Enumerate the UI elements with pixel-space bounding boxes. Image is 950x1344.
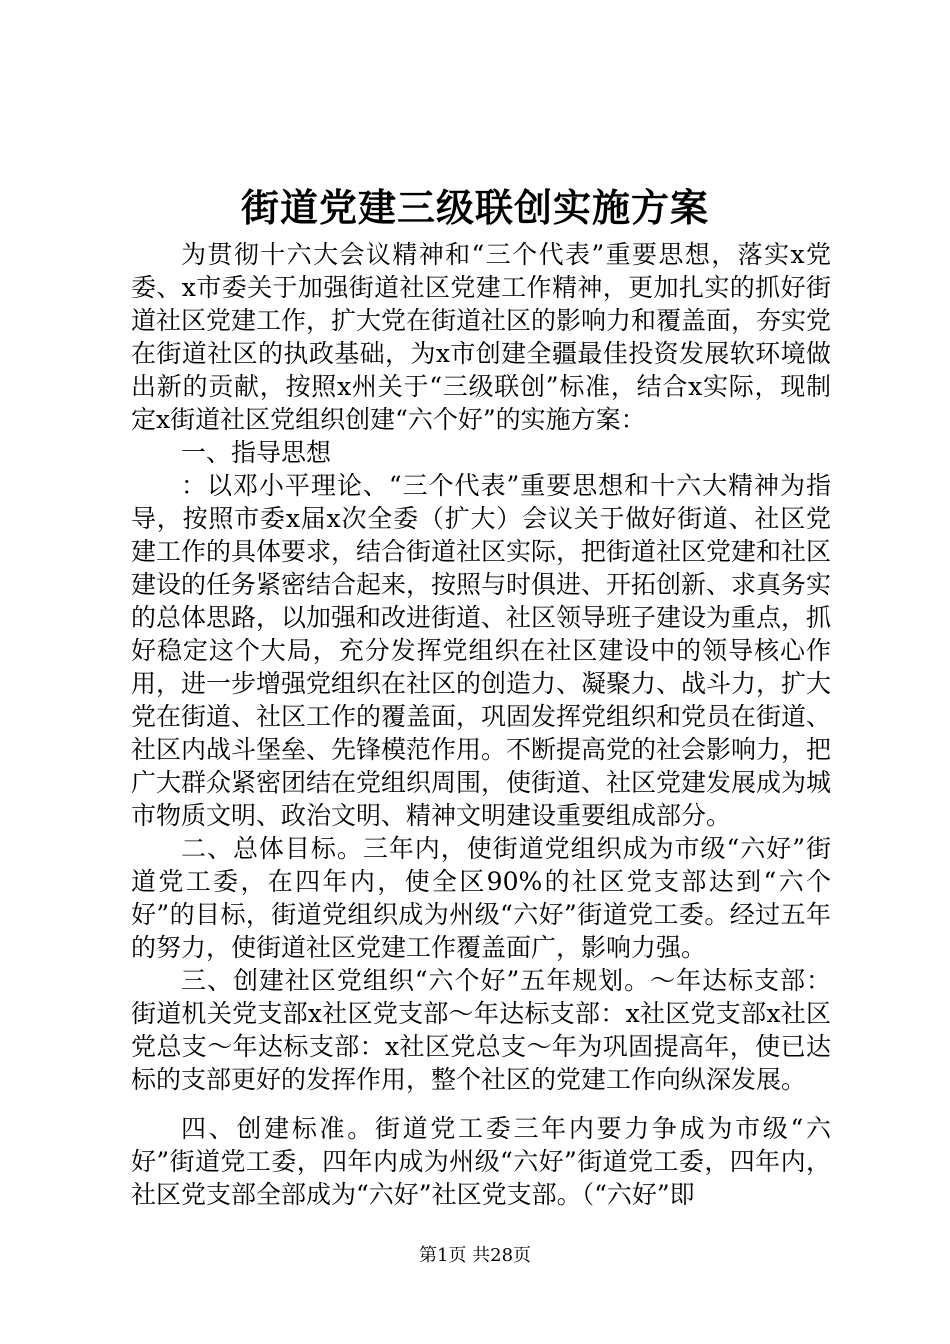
paragraph-intro: 为贯彻十六大会议精神和“三个代表”重要思想，落实x党委、x市委关于加强街道社区党建工作精神，更加扎实的抓好街道社区党建工作，扩大党在街道社区的影响力和覆盖面，夯实党在街道社区的执政基础，为x市创建全疆最佳投资发展软环境做出新的贡献，按照x州关于“三级联创”标准，结合x实际，现制定x街道社区党组织创建“六个好”的实施方案：: [131, 240, 832, 434]
paragraph-five-year-plan: 三、创建社区党组织“六个好”五年规划。～年达标支部：街道机关党支部x社区党支部～年达标支部：x社区党支部x社区党总支～年达标支部：x社区党总支～年为巩固提高年，使已达标的支部更好的发挥作用，整个社区的党建工作向纵深发展。: [131, 966, 831, 1094]
paragraph-overall-goal: 二、总体目标。三年内，使街道党组织成为市级“六好”街道党工委，在四年内，使全区90%的社区党支部达到“六个好”的目标，街道党组织成为州级“六好”街道党工委。经过五年的努力，使街道社区党建工作覆盖面广，影响力强。: [131, 834, 831, 962]
section-heading-guiding-ideology: 一、指导思想: [181, 438, 332, 467]
paragraph-guiding-ideology: ：以邓小平理论、“三个代表”重要思想和十六大精神为指导，按照市委x届x次全委（扩大）会议关于做好街道、社区党建工作的具体要求，结合街道社区实际，把街道社区党建和社区建设的任务紧密结合起来，按照与时俱进、开拓创新、求真务实的总体思路，以加强和改进街道、社区领导班子建设为重点，抓好稳定这个大局，充分发挥党组织在社区建设中的领导核心作用，进一步增强党组织在社区的创造力、凝聚力、战斗力，扩大党在街道、社区工作的覆盖面，巩固发挥党组织和党员在街道、社区内战斗堡垒、先锋模范作用。不断提高党的社会影响力，把广大群众紧密团结在党组织周围，使街道、社区党建发展成为城市物质文明、政治文明、精神文明建设重要组成部分。: [131, 471, 832, 830]
paragraph-standards: 四、创建标准。街道党工委三年内要力争成为市级“六好”街道党工委，四年内成为州级“六好”街道党工委，四年内，社区党支部全部成为“六好”社区党支部。（“六好”即: [131, 1114, 831, 1209]
document-title: 街道党建三级联创实施方案: [240, 185, 709, 230]
page-footer: 第1页 共28页: [418, 1245, 532, 1266]
document-body: [131, 238, 831, 1211]
